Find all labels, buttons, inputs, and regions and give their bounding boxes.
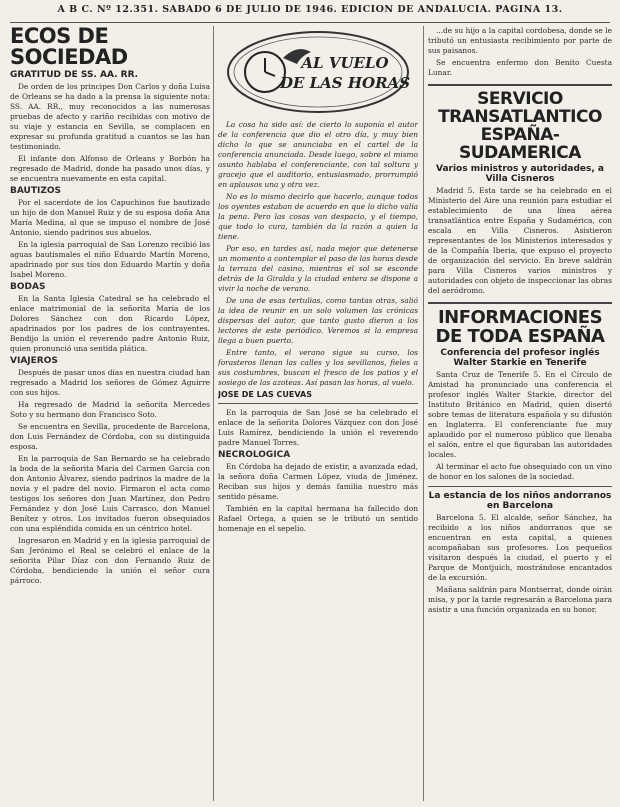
transatlantic-body xyxy=(428,186,612,296)
paragraph: Se encuentra en Sevilla, procedente de Barcelona, don Luis Fernández de Córdoba, con su distinguida esposa. xyxy=(10,422,210,451)
divider xyxy=(218,403,418,404)
andorran-children-subhead: La estancia de los niños andorranos en Barcelona xyxy=(428,491,612,511)
paragraph: Por eso, en tardes así, nada mejor que detenerse un momento a contemplar el paso de las horas desde la terraza del casino, mientras el sol se esconde detrás de la Giralda y la ciudad entera se dispone a vivir la noche de verano. xyxy=(218,244,418,293)
paragraph-heading: BAUTIZOS xyxy=(10,186,62,196)
informaciones-title: INFORMACIONES DE TODA ESPAÑA xyxy=(435,307,605,347)
conference-subhead: Conferencia del profesor inglés Walter Starkie en Tenerife xyxy=(440,348,600,368)
paragraph: Santa Cruz de Tenerife 5. En el Círculo de Amistad ha pronunciado una conferencia el profesor inglés Walter Starkie, director del Instituto Británico en Madrid, quien disertó sobre temas de literatura española y su difusión en Inglaterra. El conferenciante fue muy aplaudido por el numeroso público que llenaba el salón, entre el que figuraban las autoridades locales. xyxy=(428,370,612,459)
svg-text:DE LAS HORAS: DE LAS HORAS xyxy=(279,74,411,92)
paragraph: La cosa ha sido así: de cierto lo suponía el autor de la conferencia que dio el otro día, y muy bien dicho lo que se anunciaba en el cartel de la conferencia anunciada. Desde luego, sobre el mismo asunto hablaba el conferenciante, con tal soltura y gracejo que el auditorio, entusiasmado, prorrumpió en aplausos una y otra vez. xyxy=(218,120,418,189)
paragraph: Después de pasar unos días en nuestra ciudad han regresado a Madrid los señores de Gómez Aguirre con sus hijos. xyxy=(10,368,210,397)
column-rule xyxy=(423,26,424,801)
society-column xyxy=(10,26,210,803)
conference-body xyxy=(428,370,612,482)
paragraph: ...de su hijo a la capital cordobesa, donde se le tributó un entusiasta recibimiento por parte de sus paisanos. xyxy=(428,26,612,55)
divider xyxy=(428,84,612,86)
feature-continued-body xyxy=(218,408,418,534)
paragraph: Ha regresado de Madrid la señorita Mercedes Soto y su hermano don Francisco Soto. xyxy=(10,400,210,419)
paragraph: Se encuentra enfermo don Benito Cuesta Lunar. xyxy=(428,58,612,77)
society-section-title: ECOS DE SOCIEDAD xyxy=(10,26,128,69)
andorran-children-body xyxy=(428,513,612,615)
divider xyxy=(428,486,612,487)
society-body xyxy=(10,82,210,586)
paragraph: Al terminar el acto fue obsequiado con un vino de honor en los salones de la sociedad. xyxy=(428,462,612,481)
paragraph: En la iglesia parroquial de San Lorenzo recibió las aguas bautismales el niño Eduardo Martín Moreno, apadrinado por sus tíos don Eduardo Martín y doña Isabel Moreno. xyxy=(10,240,210,279)
paragraph-heading: NECROLOGICA xyxy=(218,450,291,460)
paragraph-heading: VIAJEROS xyxy=(10,356,58,366)
column-rule xyxy=(213,26,214,801)
paragraph: Mañana saldrán para Montserrat, donde oirán misa, y por la tarde regresarán a Barcelona para asistir a una función organizada en su honor. xyxy=(428,585,612,614)
paragraph: En la Santa Iglesia Catedral se ha celebrado el enlace matrimonial de la señorita María de los Dolores Sánchez con don Ricardo López, apadrinados por los padres de los contrayentes. Bendijo la unión el reverendo padre Antonio Ruiz, quien pronunció una sentida plática. xyxy=(10,294,210,353)
paragraph: En Córdoba ha dejado de existir, a avanzada edad, la señora doña Carmen López, viuda de Jiménez. Reciban sus hijos y demás familia nuestro más sentido pésame. xyxy=(218,462,418,501)
paragraph: También en la capital hermana ha fallecido don Rafael Ortega, a quien se le tributó un sentido homenaje en el sepelio. xyxy=(218,504,418,533)
paragraph: Barcelona 5. El alcalde, señor Sánchez, ha recibido a los niños andorranos que se encuentran en esta capital, a quienes acompañaban sus profesores. Los pequeños visitaron después la ciudad, el puerto y el Parque de Montjuich, mostrándose encantados de la excursión. xyxy=(428,513,612,582)
clock-wings-icon xyxy=(223,28,413,116)
al-vuelo-logo xyxy=(223,28,413,116)
news-column xyxy=(428,26,612,803)
header-text: A B C. Nº 12.351. SABADO 6 DE JULIO DE 1946. EDICION DE ANDALUCIA. PAGINA 13. xyxy=(57,4,563,15)
paragraph: No es lo mismo decirlo que hacerlo, aunque todos los oyentes estaban de acuerdo en que lo dicho valía la pena. Pero las cosas van despacio, y el tiempo, que todo lo cura, también da la razón a quien la tiene. xyxy=(218,192,418,241)
svg-text:AL VUELO: AL VUELO xyxy=(301,54,389,72)
society-subhead: GRATITUD DE SS. AA. RR. xyxy=(10,70,139,80)
divider xyxy=(428,302,612,304)
transatlantic-title: SERVICIO TRANSATLANTICO ESPAÑA-SUDAMERICA xyxy=(438,89,602,163)
transatlantic-subhead: Varios ministros y autoridades, a Villa Cisneros xyxy=(435,164,604,184)
paragraph: Madrid 5. Esta tarde se ha celebrado en el Ministerio del Aire una reunión para estudiar el establecimiento de una línea aérea transatlántica entre España y Sudamérica, con escala en Villa Cisneros. Asistieron representantes de los Ministerios interesados y de la Compañía Iberia, que expuso el proyecto de organización del servicio. En breve saldrán para Villa Cisneros varios ministros y autoridades con objeto de inspeccionar las obras del aeródromo. xyxy=(428,186,612,295)
paragraph: En la parroquia de San José se ha celebrado el enlace de la señorita Dolores Vázquez con don José Luis Ramírez, bendiciendo la unión el reverendo padre Manuel Torres. xyxy=(218,408,418,447)
feature-body xyxy=(218,120,418,388)
page-header xyxy=(10,4,610,23)
paragraph: Ingresaron en Madrid y en la iglesia parroquial de San Jerónimo el Real se celebró el enlace de la señorita Pilar Díaz con don Fernando Ruiz de Córdoba, bendiciendo la unión el señor cura párroco. xyxy=(10,536,210,585)
news-intro xyxy=(428,26,612,78)
paragraph: De una de esas tertulias, como tantas otras, salió la idea de reunir en un solo volumen las crónicas dispersas del autor, que tanto gusto dieron a los lectores de este periódico. Veremos si la empresa llega a buen puerto. xyxy=(218,296,418,345)
paragraph: En la parroquia de San Bernardo se ha celebrado la boda de la señorita María del Carmen García con don Antonio Álvarez, siendo padrinos la madre de la novia y el padre del novio. Firmaron el acta como testigos los señores don Juan Martínez, don Pedro Fernández y don José Luis Carrasco, don Manuel Benítez y otros. Los invitados fueron obsequiados con una espléndida comida en un céntrico hotel. xyxy=(10,454,210,533)
paragraph: El infante don Alfonso de Orleans y Borbón ha regresado de Madrid, donde ha pasado unos días, y se encuentra nuevamente en esta capital. xyxy=(10,154,210,183)
paragraph: Por el sacerdote de los Capuchinos fue bautizado un hijo de don Manuel Ruiz y de su esposa doña Ana María Medina, al que se impuso el nombre de José Antonio, siendo padrinos sus abuelos. xyxy=(10,198,210,237)
paragraph: Entre tanto, el verano sigue su curso, los forasteros llenan las calles y los sevillanos, fieles a sus costumbres, buscan el fresco de los patios y el sosiego de las azoteas. Así pasan las horas, al vuelo. xyxy=(218,348,418,387)
paragraph-heading: BODAS xyxy=(10,282,46,292)
paragraph: De orden de los principes Don Carlos y doña Luisa de Orleans se ha dado a la prensa la siguiente nota: SS. AA. RR., muy reconocidos a las numerosas pruebas de afecto y cariño recibidas con motivo de su viaje y estancia en Sevilla, se complacen en expresar su profunda gratitud a cuantos se las han testimoniado. xyxy=(10,82,210,151)
feature-column xyxy=(218,26,418,803)
feature-author: JOSE DE LAS CUEVAS xyxy=(218,390,312,399)
